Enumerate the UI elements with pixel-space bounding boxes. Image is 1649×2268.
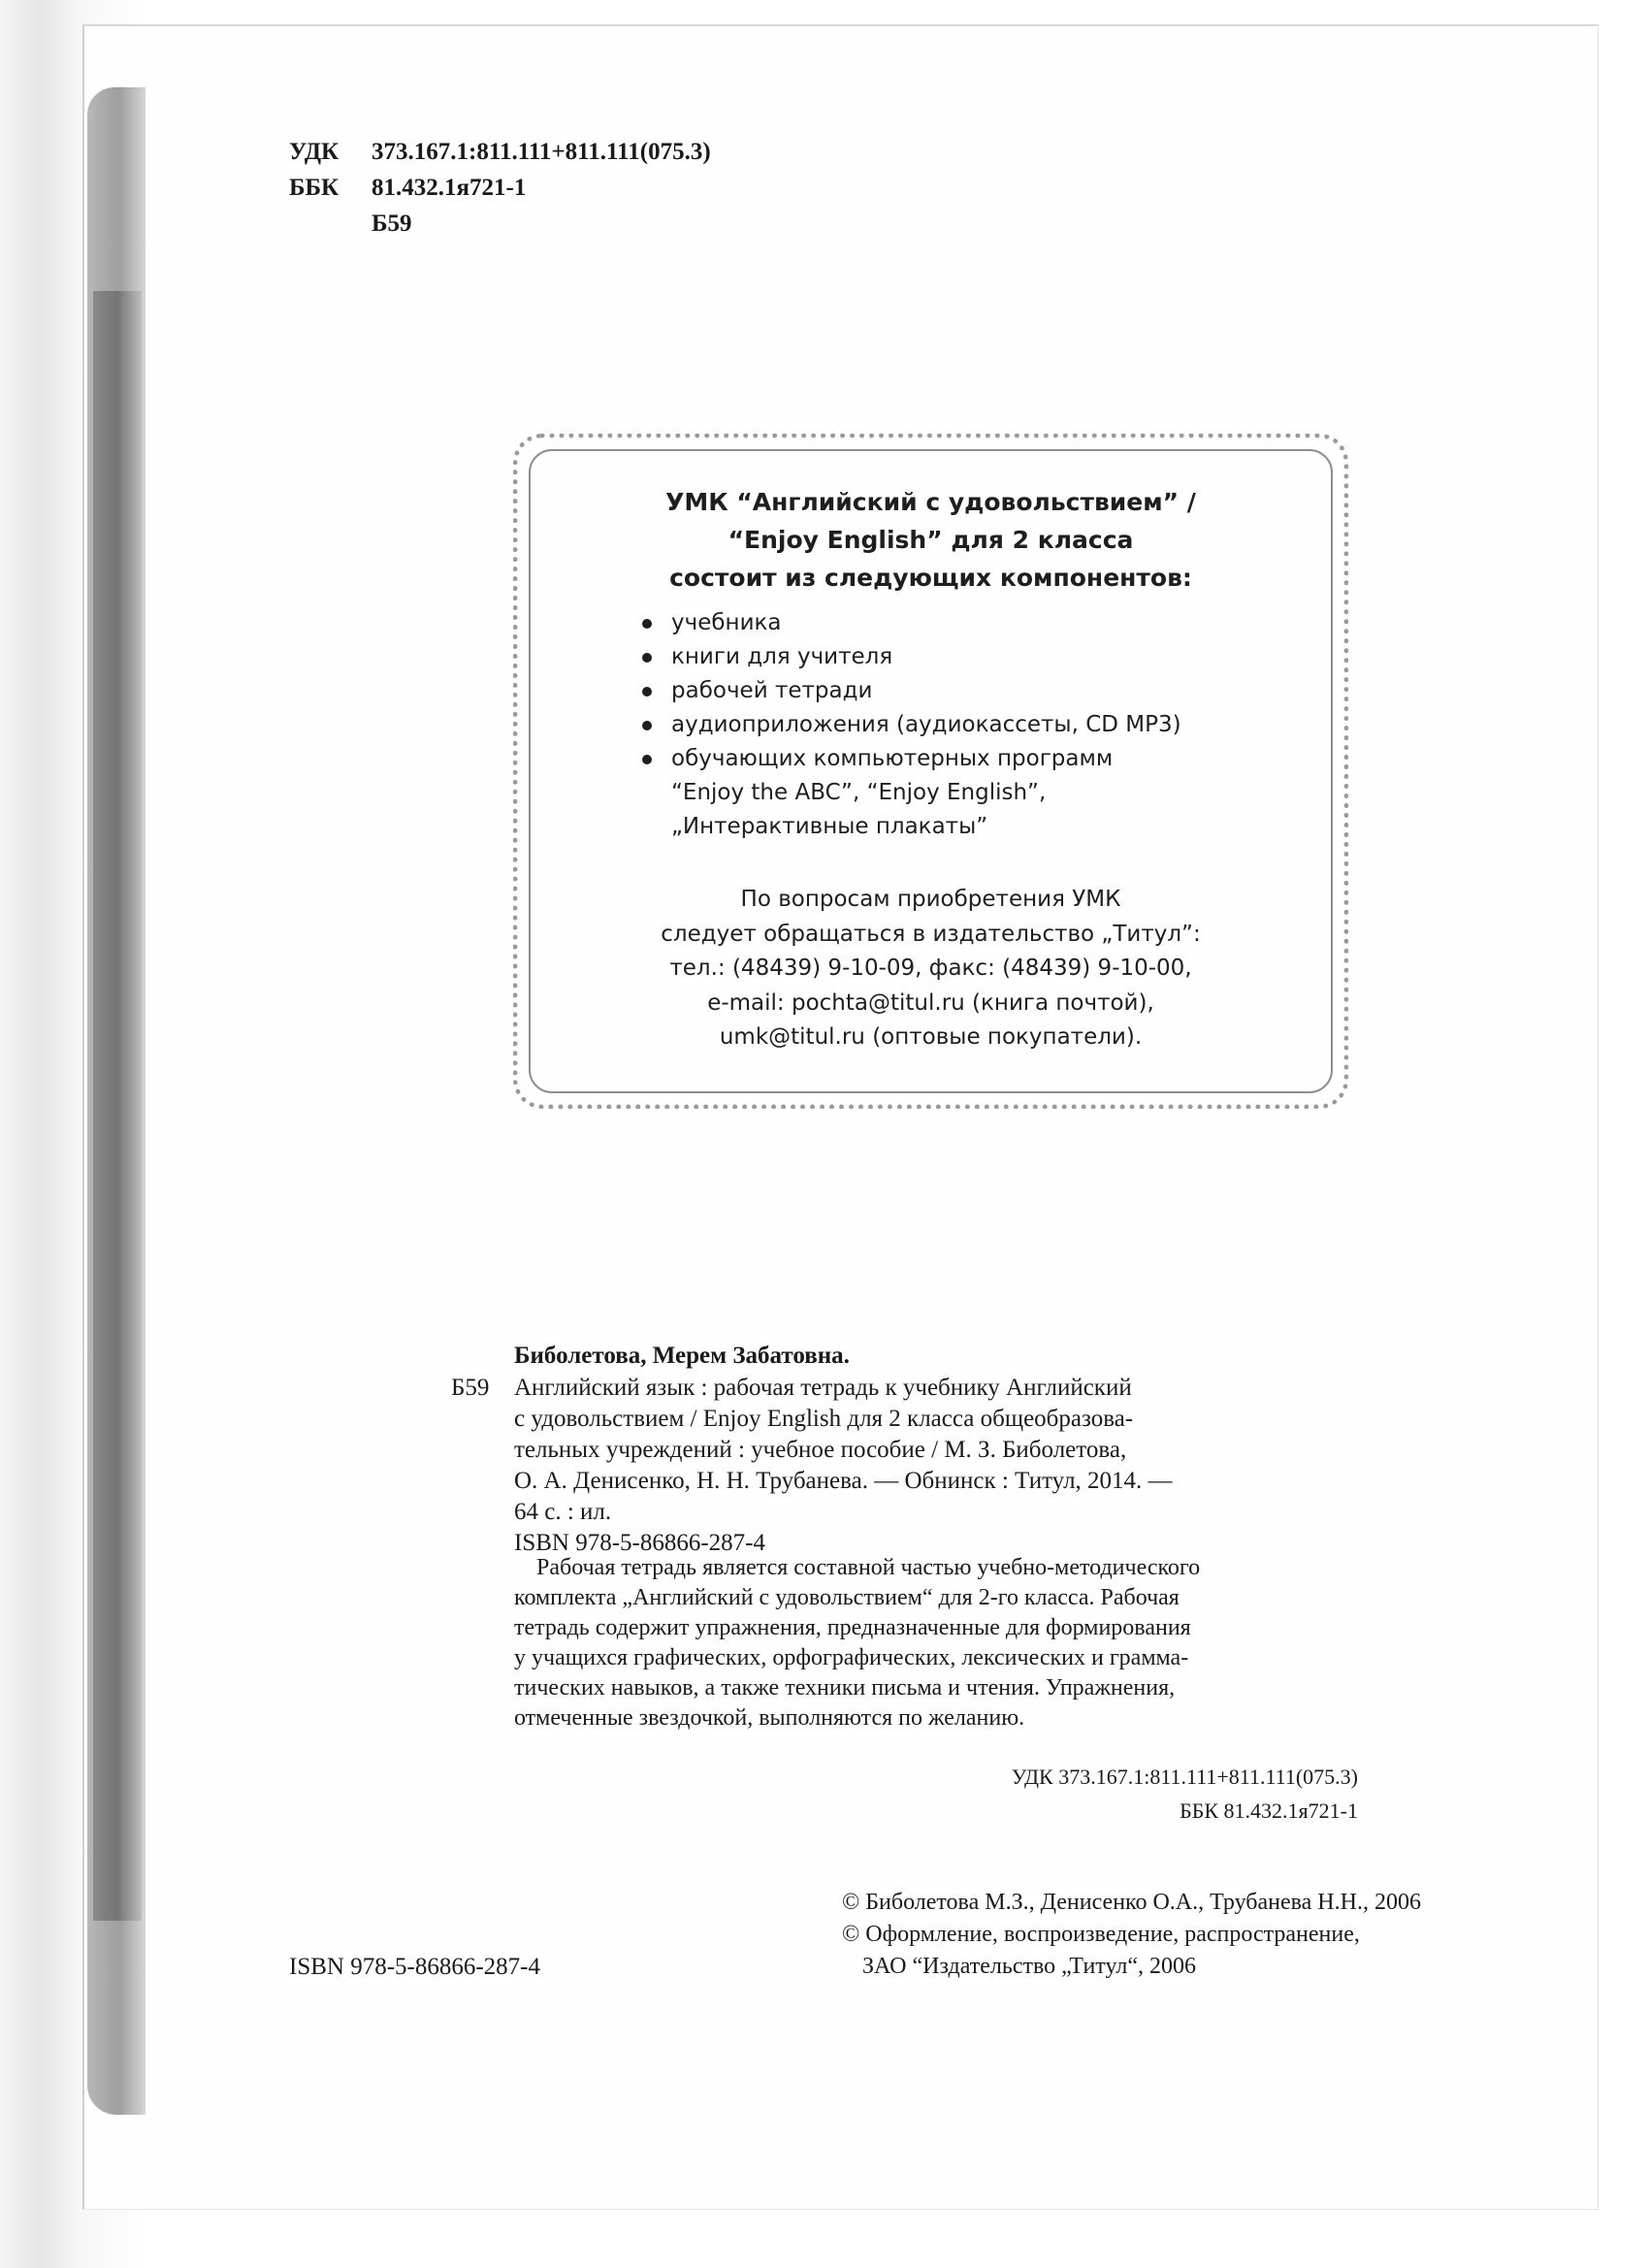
annotation xyxy=(514,1553,1373,1733)
author-mark-row xyxy=(289,206,711,242)
bibliographic-udk: УДК 373.167.1:811.111+811.111(075.3) xyxy=(1011,1765,1358,1789)
annotation-line: у учащихся графических, орфографических, лексических и грамма- xyxy=(514,1645,1189,1670)
annotation-line: комплекта „Английский с удовольствием“ для 2-го класса. Рабочая xyxy=(514,1585,1180,1610)
purchase-contact-info xyxy=(529,883,1333,1055)
entry-line: Английский язык : рабочая тетрадь к учебнику Английский xyxy=(514,1375,1132,1401)
contact-line: тел.: (48439) 9-10-09, факс: (48439) 9-10-00, xyxy=(669,956,1192,981)
udk-label: УДК xyxy=(289,139,340,165)
annotation-line: Рабочая тетрадь является составной частью учебно-методического xyxy=(536,1555,1201,1580)
bibliographic-mark: Б59 xyxy=(451,1375,490,1401)
bibliographic-bbk: ББК 81.432.1я721-1 xyxy=(1180,1798,1358,1823)
udk-row xyxy=(289,134,711,170)
entry-line: с удовольствием / Enjoy English для 2 класса общеобразова- xyxy=(514,1406,1134,1432)
entry-line: О. А. Денисенко, Н. Н. Трубанева. — Обнинск : Титул, 2014. — xyxy=(514,1468,1173,1494)
list-item-continuation: „Интерактивные плакаты” xyxy=(671,814,988,839)
info-box-title-line: состоит из следующих компонентов: xyxy=(669,564,1192,592)
bbk-label: ББК xyxy=(289,175,340,201)
info-box-title-line: “Enjoy English” для 2 класса xyxy=(728,526,1134,554)
list-item: учебника xyxy=(640,606,1181,640)
copyright-line: © Оформление, воспроизведение, распространение, xyxy=(842,1922,1360,1947)
list-item: обучающих компьютерных программ xyxy=(640,742,1181,776)
page-sheet xyxy=(82,24,1599,2210)
udk-value: 373.167.1:811.111+811.111(075.3) xyxy=(372,139,711,165)
entry-line: тельных учреждений : учебное пособие / М. З. Биболетова, xyxy=(514,1437,1127,1463)
contact-line: По вопросам приобретения УМК xyxy=(740,887,1121,912)
cover-spine-band xyxy=(93,291,142,1921)
annotation-line: отмеченные звездочкой, выполняются по желанию. xyxy=(514,1705,1025,1731)
contact-line: следует обращаться в издательство „Титул”: xyxy=(661,921,1201,947)
isbn: ISBN 978-5-86866-287-4 xyxy=(289,1954,541,1980)
components-list xyxy=(640,606,1181,844)
copyright-line: ЗАО “Издательство „Титул“, 2006 xyxy=(862,1954,1197,1979)
entry-isbn: ISBN 978-5-86866-287-4 xyxy=(514,1530,766,1556)
copyright-notice xyxy=(842,1887,1421,1983)
list-item: книги для учителя xyxy=(640,640,1181,674)
list-item-continuation: “Enjoy the ABC”, “Enjoy English”, xyxy=(671,780,1047,805)
info-box-title xyxy=(529,483,1333,597)
author-mark: Б59 xyxy=(372,211,412,237)
annotation-line: тетрадь содержит упражнения, предназначенные для формирования xyxy=(514,1615,1191,1640)
bbk-row xyxy=(289,170,711,206)
contact-line: e-mail: pochta@titul.ru (книга почтой), xyxy=(707,989,1154,1016)
classification-codes xyxy=(289,134,711,242)
info-box-title-line: УМК “Английский с удовольствием” / xyxy=(665,488,1196,516)
contact-line: umk@titul.ru (оптовые покупатели). xyxy=(719,1024,1143,1050)
list-item: аудиоприложения (аудиокассеты, CD MP3) xyxy=(640,708,1181,742)
bibliographic-entry xyxy=(514,1373,1373,1559)
copyright-line: © Биболетова М.З., Денисенко О.А., Трубанева Н.Н., 2006 xyxy=(842,1890,1421,1915)
bibliographic-codes xyxy=(873,1760,1358,1828)
entry-line: 64 с. : ил. xyxy=(514,1499,612,1525)
annotation-line: тических навыков, а также техники письма и чтения. Упражнения, xyxy=(514,1675,1176,1701)
bbk-value: 81.432.1я721-1 xyxy=(372,175,527,201)
list-item: рабочей тетради xyxy=(640,674,1181,708)
bibliographic-author: Биболетова, Мерем Забатовна. xyxy=(514,1343,850,1369)
